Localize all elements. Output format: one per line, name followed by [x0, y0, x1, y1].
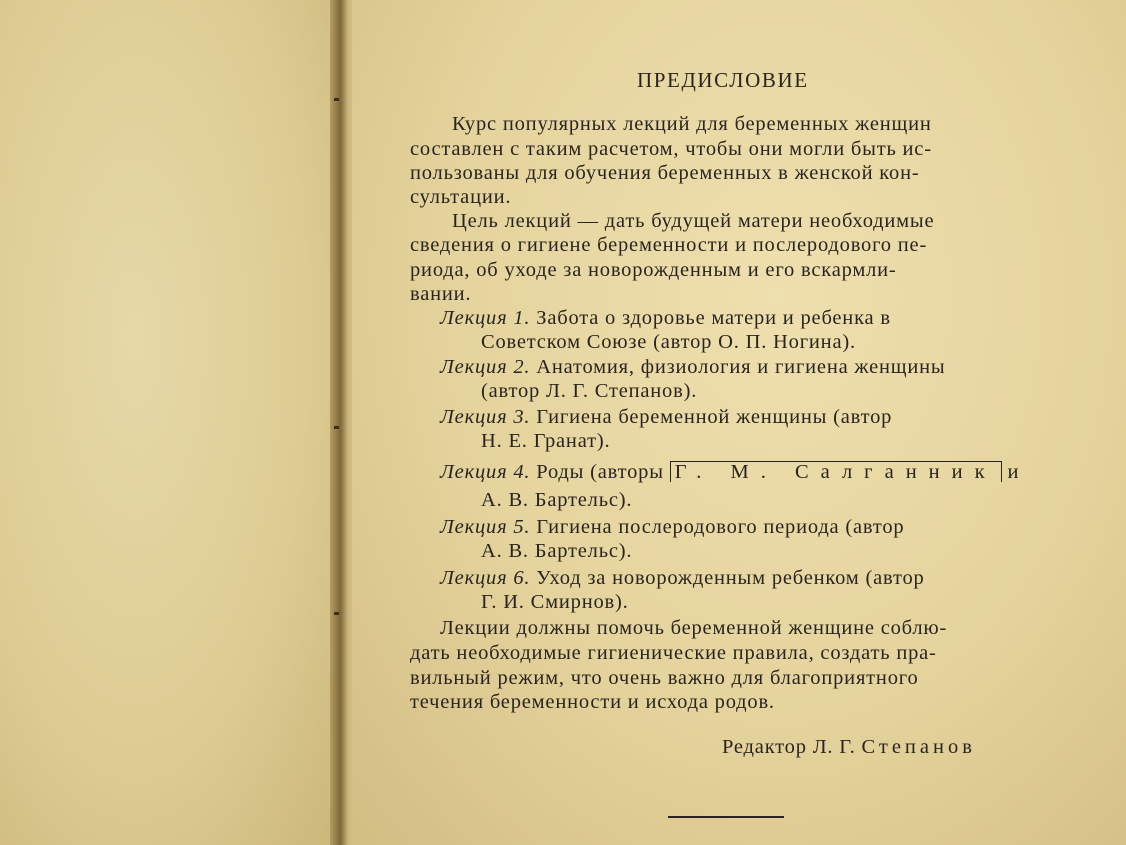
lecture-author: Г. И. Смирнов).	[481, 591, 629, 613]
lecture-2	[440, 355, 946, 379]
lecture-author: Советском Союзе (автор О. П. Ногина).	[481, 331, 856, 353]
lecture-number: Лекция 3.	[440, 406, 531, 428]
lecture-author: А. В. Бартельс).	[481, 540, 633, 562]
text-line: Лекции должны помочь беременной женщине соблю-	[440, 617, 948, 639]
end-rule	[668, 816, 784, 818]
text-line: риода, об уходе за новорожденным и его вскармли-	[410, 259, 897, 281]
boxed-author-name: Г. М. Салганник	[670, 461, 1002, 482]
lecture-title: Роды (авторы	[536, 461, 664, 483]
text-line: дать необходимые гигиенические правила, создать пра-	[410, 642, 937, 664]
lecture-author: А. В. Бартельс).	[481, 489, 633, 511]
lecture-1	[440, 306, 891, 330]
text-line: вании.	[410, 283, 472, 305]
text-line: пользованы для обучения беременных в женской кон-	[410, 162, 920, 184]
text-line: сультации.	[410, 186, 512, 208]
left-page	[0, 0, 338, 845]
editor-name: Степанов	[861, 736, 976, 758]
lecture-title: Анатомия, физиология и гигиена женщины	[536, 356, 946, 378]
lecture-number: Лекция 6.	[440, 567, 531, 589]
text-line: вильный режим, что очень важно для благоприятного	[410, 667, 919, 689]
lecture-title: Гигиена беременной женщины (автор	[536, 406, 893, 428]
lecture-title: Уход за новорожденным ребенком (автор	[536, 567, 925, 589]
lecture-title: Гигиена послеродового периода (автор	[536, 516, 905, 538]
text-line: сведения о гигиене беременности и послеродового пе-	[410, 234, 928, 256]
lecture-author: (автор Л. Г. Степанов).	[481, 380, 698, 402]
lecture-4	[440, 460, 1019, 484]
text-line: Курс популярных лекций для беременных женщин	[452, 113, 932, 135]
editor-credit	[722, 735, 976, 759]
page-title: ПРЕДИСЛОВИЕ	[637, 68, 809, 92]
lecture-number: Лекция 4.	[440, 461, 531, 483]
lecture-3	[440, 405, 892, 429]
binding-stitch	[334, 426, 339, 429]
lecture-title-end: и	[1007, 461, 1020, 483]
lecture-author: Н. Е. Гранат).	[481, 430, 611, 452]
editor-label: Редактор Л. Г.	[722, 736, 856, 758]
lecture-number: Лекция 2.	[440, 356, 531, 378]
binding-stitch	[334, 98, 339, 101]
text-line: составлен с таким расчетом, чтобы они могли быть ис-	[410, 138, 932, 160]
binding-stitch	[334, 612, 339, 615]
text-line: Цель лекций — дать будущей матери необходимые	[452, 210, 935, 232]
lecture-6	[440, 566, 925, 590]
lecture-number: Лекция 1.	[440, 307, 531, 329]
lecture-5	[440, 515, 904, 539]
text-line: течения беременности и исхода родов.	[410, 691, 775, 713]
lecture-title: Забота о здоровье матери и ребенка в	[536, 307, 891, 329]
lecture-number: Лекция 5.	[440, 516, 531, 538]
